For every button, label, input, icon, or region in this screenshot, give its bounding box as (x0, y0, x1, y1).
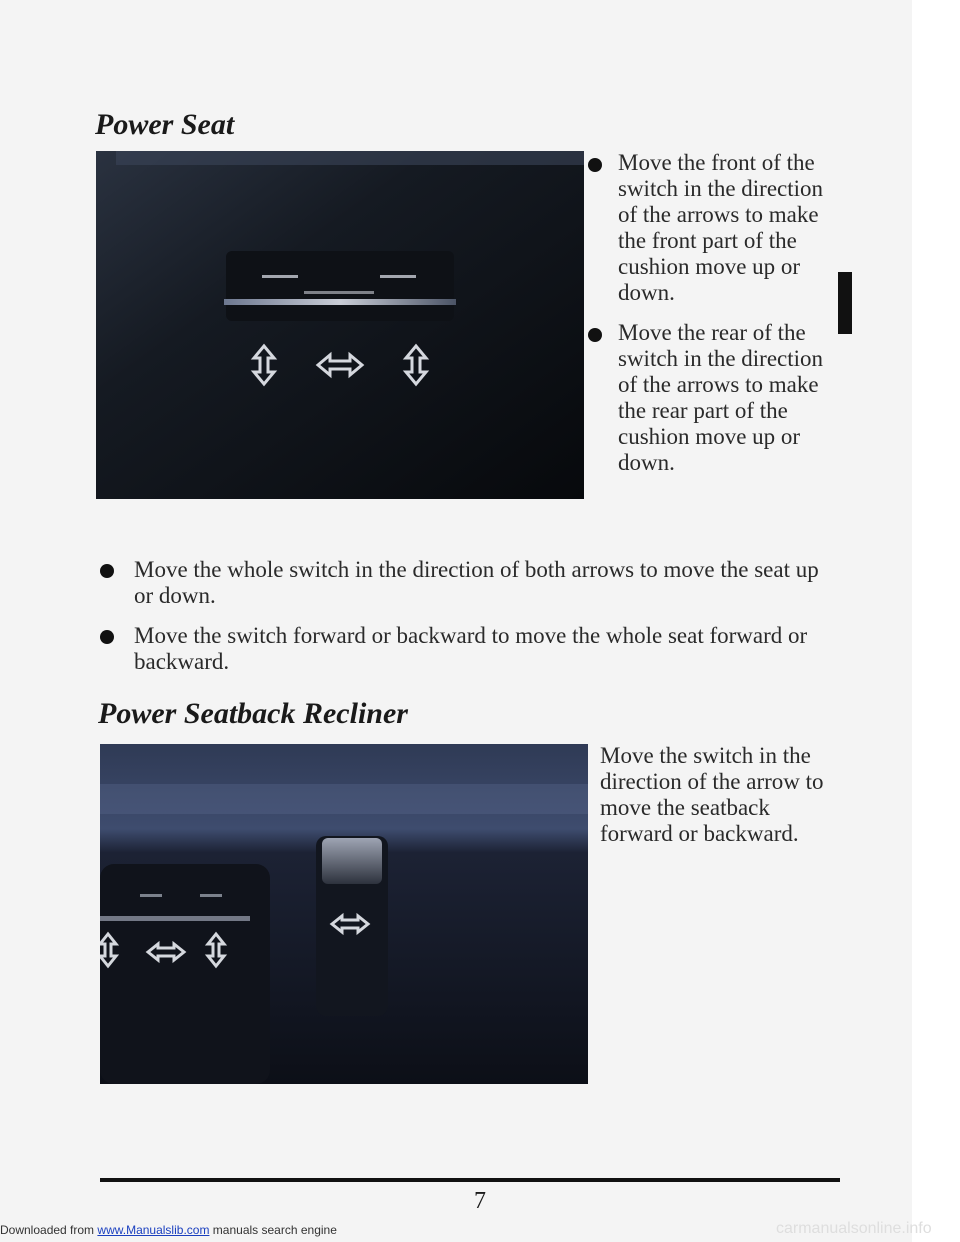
recliner-switch-photo (100, 744, 588, 1084)
footer-rule (100, 1178, 840, 1182)
bullet-text: Move the front of the switch in the direction of the arrows to make the front part of the cushion move up or down. (618, 150, 824, 305)
bullet-dot (588, 158, 602, 172)
download-prefix: Downloaded from (0, 1223, 95, 1237)
bullet-text: Move the switch forward or backward to move the whole seat forward or backward. (134, 623, 808, 674)
list-item (588, 150, 838, 306)
manualslib-link[interactable]: www.Manualslib.com (97, 1223, 210, 1237)
list-item (100, 557, 840, 609)
list-item (100, 623, 840, 675)
seat-switch-photo-art (96, 151, 584, 499)
bullet-text: Move the rear of the switch in the direction of the arrows to make the rear part of the cushion move up or down. (618, 320, 824, 475)
seat-movement-bullets (100, 557, 840, 689)
page-margin (912, 0, 960, 1242)
recliner-description: Move the switch in the direction of the arrow to move the seatback forward or backward. (600, 743, 824, 846)
bullet-dot (100, 564, 114, 578)
bullet-text: Move the whole switch in the direction of both arrows to move the seat up or down. (134, 557, 819, 608)
seat-cushion-bullets (588, 150, 838, 490)
recliner-switch-photo-art (100, 744, 588, 1084)
bullet-dot (588, 328, 602, 342)
list-item (588, 320, 838, 476)
page-number: 7 (474, 1188, 486, 1214)
download-source-note (0, 1223, 337, 1237)
bullet-dot (100, 630, 114, 644)
section-tab-marker (838, 272, 852, 334)
section-title-power-seat: Power Seat (95, 108, 235, 141)
seat-switch-photo (96, 151, 584, 499)
watermark: carmanualsonline.info (776, 1220, 932, 1237)
section-title-power-seatback-recliner: Power Seatback Recliner (98, 697, 408, 730)
download-suffix: manuals search engine (212, 1223, 337, 1237)
